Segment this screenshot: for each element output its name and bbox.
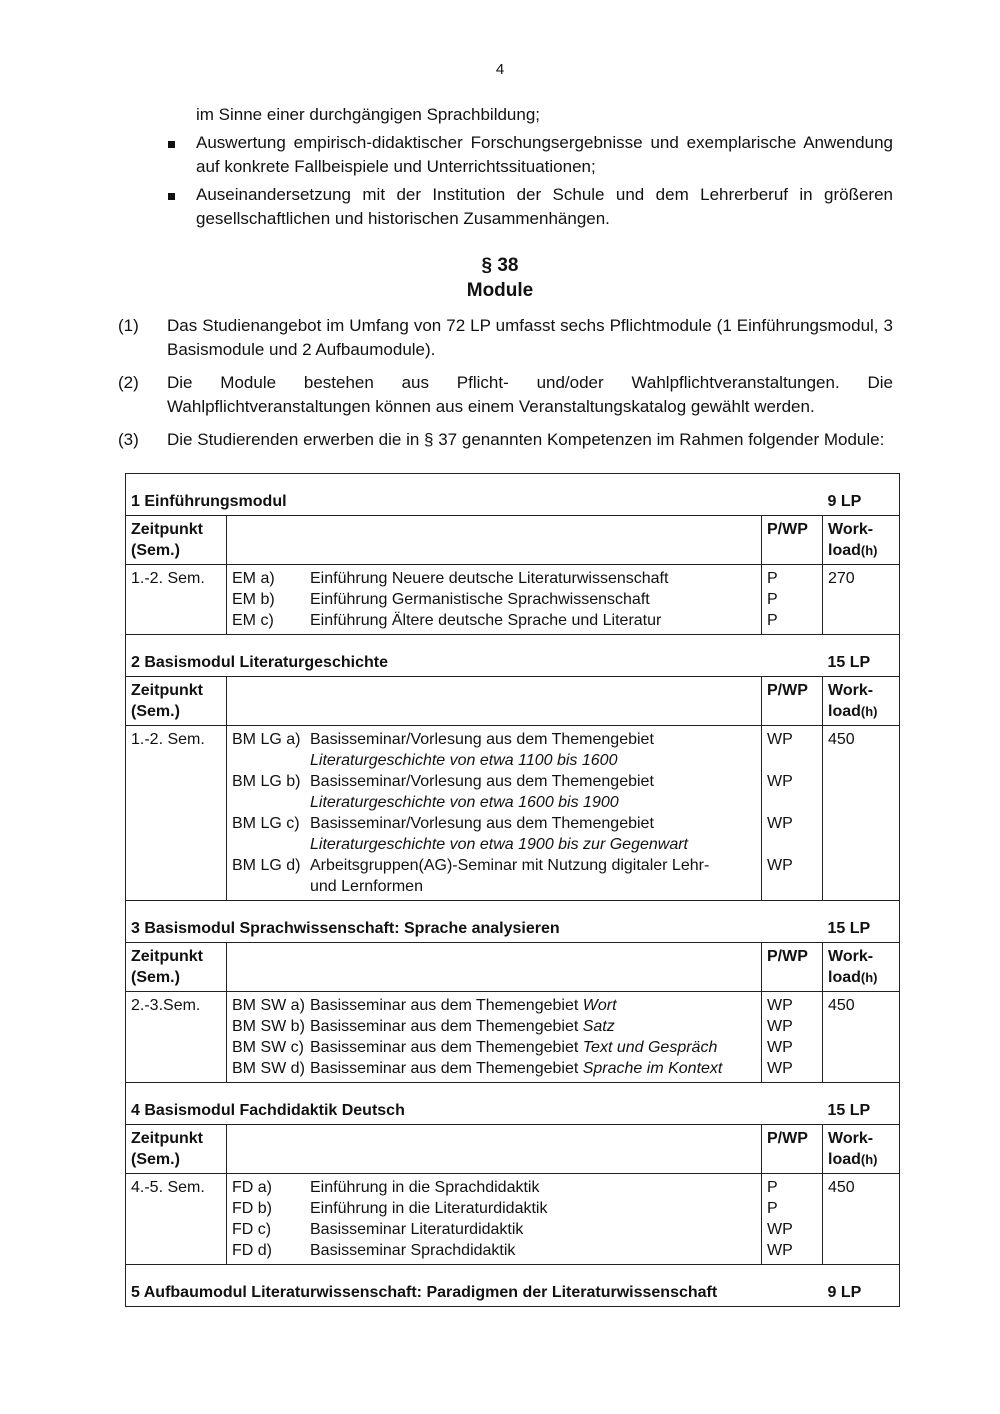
intro-continuation: im Sinne einer durchgängigen Sprachbildung;: [196, 105, 541, 124]
course-name: Einführung in die Literaturdidaktik: [310, 1200, 548, 1217]
spacer: [828, 1268, 895, 1282]
zeitpunkt-header: [126, 516, 227, 565]
module-lp-cell: [823, 1265, 900, 1307]
course-item: [232, 855, 756, 897]
module-semester: 1.-2. Sem.: [126, 565, 227, 635]
zeitpunkt-label: Zeitpunkt: [131, 682, 203, 699]
modules-table: [125, 473, 900, 1307]
course-topic: Wort: [582, 997, 617, 1014]
page-number: 4: [495, 61, 505, 78]
module-title-row: [126, 1083, 900, 1125]
course-subtopic: Literaturgeschichte von etwa 1600 bis 1900: [310, 794, 619, 811]
workload-load: load: [828, 703, 861, 720]
workload-header: [823, 1125, 900, 1174]
zeitpunkt-header: [126, 943, 227, 992]
workload-label-2: [828, 967, 894, 988]
workload-label-2: [828, 1149, 894, 1170]
module-courses: [227, 726, 762, 901]
module-lp: 15 LP: [827, 1102, 871, 1119]
zeitpunkt-label: Zeitpunkt: [131, 1130, 203, 1147]
workload-unit: (h): [860, 543, 878, 558]
course-subtopic: Literaturgeschichte von etwa 1900 bis zur Gegenwart: [310, 836, 688, 853]
module-courses: [227, 565, 762, 635]
course-pwp: WP: [767, 1221, 793, 1238]
pwp-gap: [767, 792, 817, 813]
module-title-row: [126, 901, 900, 943]
module-pwp: [762, 992, 823, 1083]
course-pwp: WP: [767, 815, 793, 832]
paragraph: [118, 428, 893, 452]
module-header-row: [126, 677, 900, 726]
course-code: EM c): [232, 612, 274, 629]
course-header: [227, 1125, 762, 1174]
bullet-text: Auswertung empirisch-didaktischer Forschungsergebnisse und exemplarische Anwendung auf konkrete Fallbeispiele und Unterrichtssituationen;: [196, 133, 893, 176]
module-semester: 1.-2. Sem.: [126, 726, 227, 901]
course-code: BM LG d): [232, 857, 301, 874]
course-code: BM LG b): [232, 773, 301, 790]
pwp-header: P/WP: [762, 1125, 823, 1174]
course-name: Basisseminar aus dem Themengebiet Satz: [310, 1018, 615, 1035]
course-pwp: WP: [767, 1060, 793, 1077]
course-name: Basisseminar/Vorlesung aus dem Themengebiet Literaturgeschichte von etwa 1600 bis 1900: [310, 773, 654, 811]
module-title: 1 Einführungsmodul: [131, 493, 287, 510]
paragraph-number: (1): [118, 316, 139, 335]
spacer: [828, 638, 895, 652]
course-code: FD c): [232, 1221, 272, 1238]
spacer: [828, 1086, 895, 1100]
course-pwp: WP: [767, 1242, 793, 1259]
course-topic: Text und Gespräch: [582, 1039, 718, 1056]
course-name: Basisseminar/Vorlesung aus dem Themengebiet Literaturgeschichte von etwa 1900 bis zur Gegenwart: [310, 815, 688, 853]
module-courses: [227, 1174, 762, 1265]
course-item: [232, 1037, 756, 1058]
module-lp-cell: [823, 474, 900, 516]
pwp-gap: [767, 876, 817, 897]
workload-load: load: [828, 969, 861, 986]
course-code: FD a): [232, 1179, 272, 1196]
workload-load: load: [828, 542, 861, 559]
course-pwp: WP: [767, 773, 793, 790]
zeitpunkt-label: Zeitpunkt: [131, 948, 203, 965]
workload-label-2: [828, 701, 894, 722]
workload-header: [823, 516, 900, 565]
course-name-cont: und Lernformen: [310, 878, 423, 895]
course-item: [232, 568, 756, 589]
course-topic: Satz: [582, 1018, 615, 1035]
course-pwp: WP: [767, 997, 793, 1014]
course-name: Arbeitsgruppen(AG)-Seminar mit Nutzung digitaler Lehr- und Lernformen: [310, 857, 710, 895]
spacer: [828, 477, 895, 491]
paragraph: [118, 371, 893, 419]
spacer: [131, 904, 818, 918]
course-pwp: WP: [767, 731, 793, 748]
zeitpunkt-header: [126, 1125, 227, 1174]
module-semester: 2.-3.Sem.: [126, 992, 227, 1083]
course-header: [227, 943, 762, 992]
module-lp: 9 LP: [827, 1284, 862, 1301]
course-item: [232, 589, 756, 610]
module-pwp: [762, 1174, 823, 1265]
workload-unit: (h): [860, 704, 878, 719]
course-item: [232, 610, 756, 631]
pwp-gap: [767, 834, 817, 855]
workload-label: Work-: [828, 1130, 874, 1147]
course-pwp: P: [767, 591, 778, 608]
pwp-header: P/WP: [762, 516, 823, 565]
module-body-row: [126, 565, 900, 635]
module-title-row: [126, 1265, 900, 1307]
workload-header: [823, 677, 900, 726]
module-body-row: [126, 726, 900, 901]
course-name: Basisseminar Literaturdidaktik: [310, 1221, 524, 1238]
module-body-row: [126, 992, 900, 1083]
module-pwp: [762, 565, 823, 635]
pwp-header: P/WP: [762, 943, 823, 992]
module-title: 5 Aufbaumodul Literaturwissenschaft: Paradigmen der Literaturwissenschaft: [131, 1284, 718, 1301]
module-title-row: [126, 474, 900, 516]
workload-label: Work-: [828, 682, 874, 699]
spacer: [131, 1268, 818, 1282]
course-pwp: P: [767, 1179, 778, 1196]
course-code: EM a): [232, 570, 275, 587]
spacer: [131, 477, 818, 491]
module-lp: 15 LP: [827, 654, 871, 671]
course-item: [232, 1219, 756, 1240]
course-pwp: WP: [767, 1039, 793, 1056]
course-item: [232, 729, 756, 771]
section-number: § 38: [481, 255, 519, 276]
course-pwp: P: [767, 1200, 778, 1217]
module-workload: 450: [823, 1174, 900, 1265]
module-title-row: [126, 635, 900, 677]
module-title: 3 Basismodul Sprachwissenschaft: Sprache analysieren: [131, 920, 560, 937]
module-title-cell: [126, 1083, 823, 1125]
module-courses: [227, 992, 762, 1083]
course-name: Basisseminar Sprachdidaktik: [310, 1242, 516, 1259]
course-item: [232, 771, 756, 813]
pwp-header: P/WP: [762, 677, 823, 726]
course-name: Einführung Neuere deutsche Literaturwissenschaft: [310, 570, 669, 587]
paragraph-text: Das Studienangebot im Umfang von 72 LP umfasst sechs Pflichtmodule (1 Einführungsmodul, 3 Basismodule und 2 Aufbaumodule).: [167, 316, 893, 359]
module-title-cell: [126, 901, 823, 943]
paragraph: [118, 314, 893, 362]
bullet-square-icon: [168, 141, 175, 148]
zeitpunkt-sem-label: (Sem.): [131, 542, 180, 559]
zeitpunkt-label: Zeitpunkt: [131, 521, 203, 538]
module-lp: 15 LP: [827, 920, 871, 937]
module-body-row: [126, 1174, 900, 1265]
workload-unit: (h): [860, 1152, 878, 1167]
course-code: BM SW b): [232, 1018, 305, 1035]
course-subtopic: Literaturgeschichte von etwa 1100 bis 1600: [310, 752, 618, 769]
spacer: [828, 904, 895, 918]
zeitpunkt-header: [126, 677, 227, 726]
workload-label: Work-: [828, 521, 874, 538]
zeitpunkt-sem-label: (Sem.): [131, 969, 180, 986]
paragraph-number: (3): [118, 430, 139, 449]
course-item: [232, 1177, 756, 1198]
pwp-gap: [767, 750, 817, 771]
spacer: [131, 1086, 818, 1100]
workload-header: [823, 943, 900, 992]
course-name: Einführung Germanistische Sprachwissenschaft: [310, 591, 650, 608]
spacer: [131, 638, 818, 652]
module-workload: 270: [823, 565, 900, 635]
course-name: Einführung Ältere deutsche Sprache und Literatur: [310, 612, 662, 629]
workload-unit: (h): [860, 970, 878, 985]
module-workload: 450: [823, 726, 900, 901]
course-item: [232, 813, 756, 855]
module-workload: 450: [823, 992, 900, 1083]
course-code: BM SW a): [232, 997, 305, 1014]
module-title: 2 Basismodul Literaturgeschichte: [131, 654, 388, 671]
bullet-text: Auseinandersetzung mit der Institution der Schule und dem Lehrerberuf in größeren gesellschaftlichen und historischen Zusammenhängen.: [196, 185, 893, 228]
module-header-row: [126, 1125, 900, 1174]
course-name: Basisseminar/Vorlesung aus dem Themengebiet Literaturgeschichte von etwa 1100 bis 1600: [310, 731, 654, 769]
workload-label: Work-: [828, 948, 874, 965]
paragraph-text: Die Studierenden erwerben die in § 37 genannten Kompetenzen im Rahmen folgender Module:: [167, 430, 885, 449]
course-name: Einführung in die Sprachdidaktik: [310, 1179, 540, 1196]
module-lp-cell: [823, 635, 900, 677]
module-semester: 4.-5. Sem.: [126, 1174, 227, 1265]
bullet-item: [168, 183, 893, 231]
course-code: BM LG c): [232, 815, 300, 832]
course-item: [232, 995, 756, 1016]
course-code: BM SW d): [232, 1060, 305, 1077]
course-code: BM SW c): [232, 1039, 304, 1056]
course-code: EM b): [232, 591, 275, 608]
course-pwp: WP: [767, 1018, 793, 1035]
section-title: Module: [466, 280, 534, 301]
workload-load: load: [828, 1151, 861, 1168]
module-header-row: [126, 943, 900, 992]
module-header-row: [126, 516, 900, 565]
module-lp-cell: [823, 901, 900, 943]
course-code: BM LG a): [232, 731, 301, 748]
bullet-item: [168, 131, 893, 179]
bullet-square-icon: [168, 193, 175, 200]
zeitpunkt-sem-label: (Sem.): [131, 1151, 180, 1168]
course-item: [232, 1058, 756, 1079]
paragraph-number: (2): [118, 373, 139, 392]
course-code: FD d): [232, 1242, 272, 1259]
course-header: [227, 677, 762, 726]
course-item: [232, 1198, 756, 1219]
module-lp-cell: [823, 1083, 900, 1125]
course-item: [232, 1240, 756, 1261]
course-code: FD b): [232, 1200, 272, 1217]
workload-label-2: [828, 540, 894, 561]
module-title-cell: [126, 635, 823, 677]
module-title: 4 Basismodul Fachdidaktik Deutsch: [131, 1102, 405, 1119]
module-title-cell: [126, 1265, 823, 1307]
course-pwp: P: [767, 612, 778, 629]
module-title-cell: [126, 474, 823, 516]
course-pwp: P: [767, 570, 778, 587]
course-name: Basisseminar aus dem Themengebiet Sprache im Kontext: [310, 1060, 723, 1077]
course-topic: Sprache im Kontext: [582, 1060, 723, 1077]
course-pwp: WP: [767, 857, 793, 874]
paragraph-text: Die Module bestehen aus Pflicht- und/oder Wahlpflichtveranstaltungen. Die Wahlpflichtveranstaltungen können aus einem Veranstaltungskatalog gewählt werden.: [167, 373, 893, 416]
module-lp: 9 LP: [827, 493, 862, 510]
course-item: [232, 1016, 756, 1037]
zeitpunkt-sem-label: (Sem.): [131, 703, 180, 720]
module-pwp: [762, 726, 823, 901]
course-name: Basisseminar aus dem Themengebiet Text und Gespräch: [310, 1039, 718, 1056]
course-name: Basisseminar aus dem Themengebiet Wort: [310, 997, 617, 1014]
intro-list: [168, 103, 893, 231]
course-header: [227, 516, 762, 565]
